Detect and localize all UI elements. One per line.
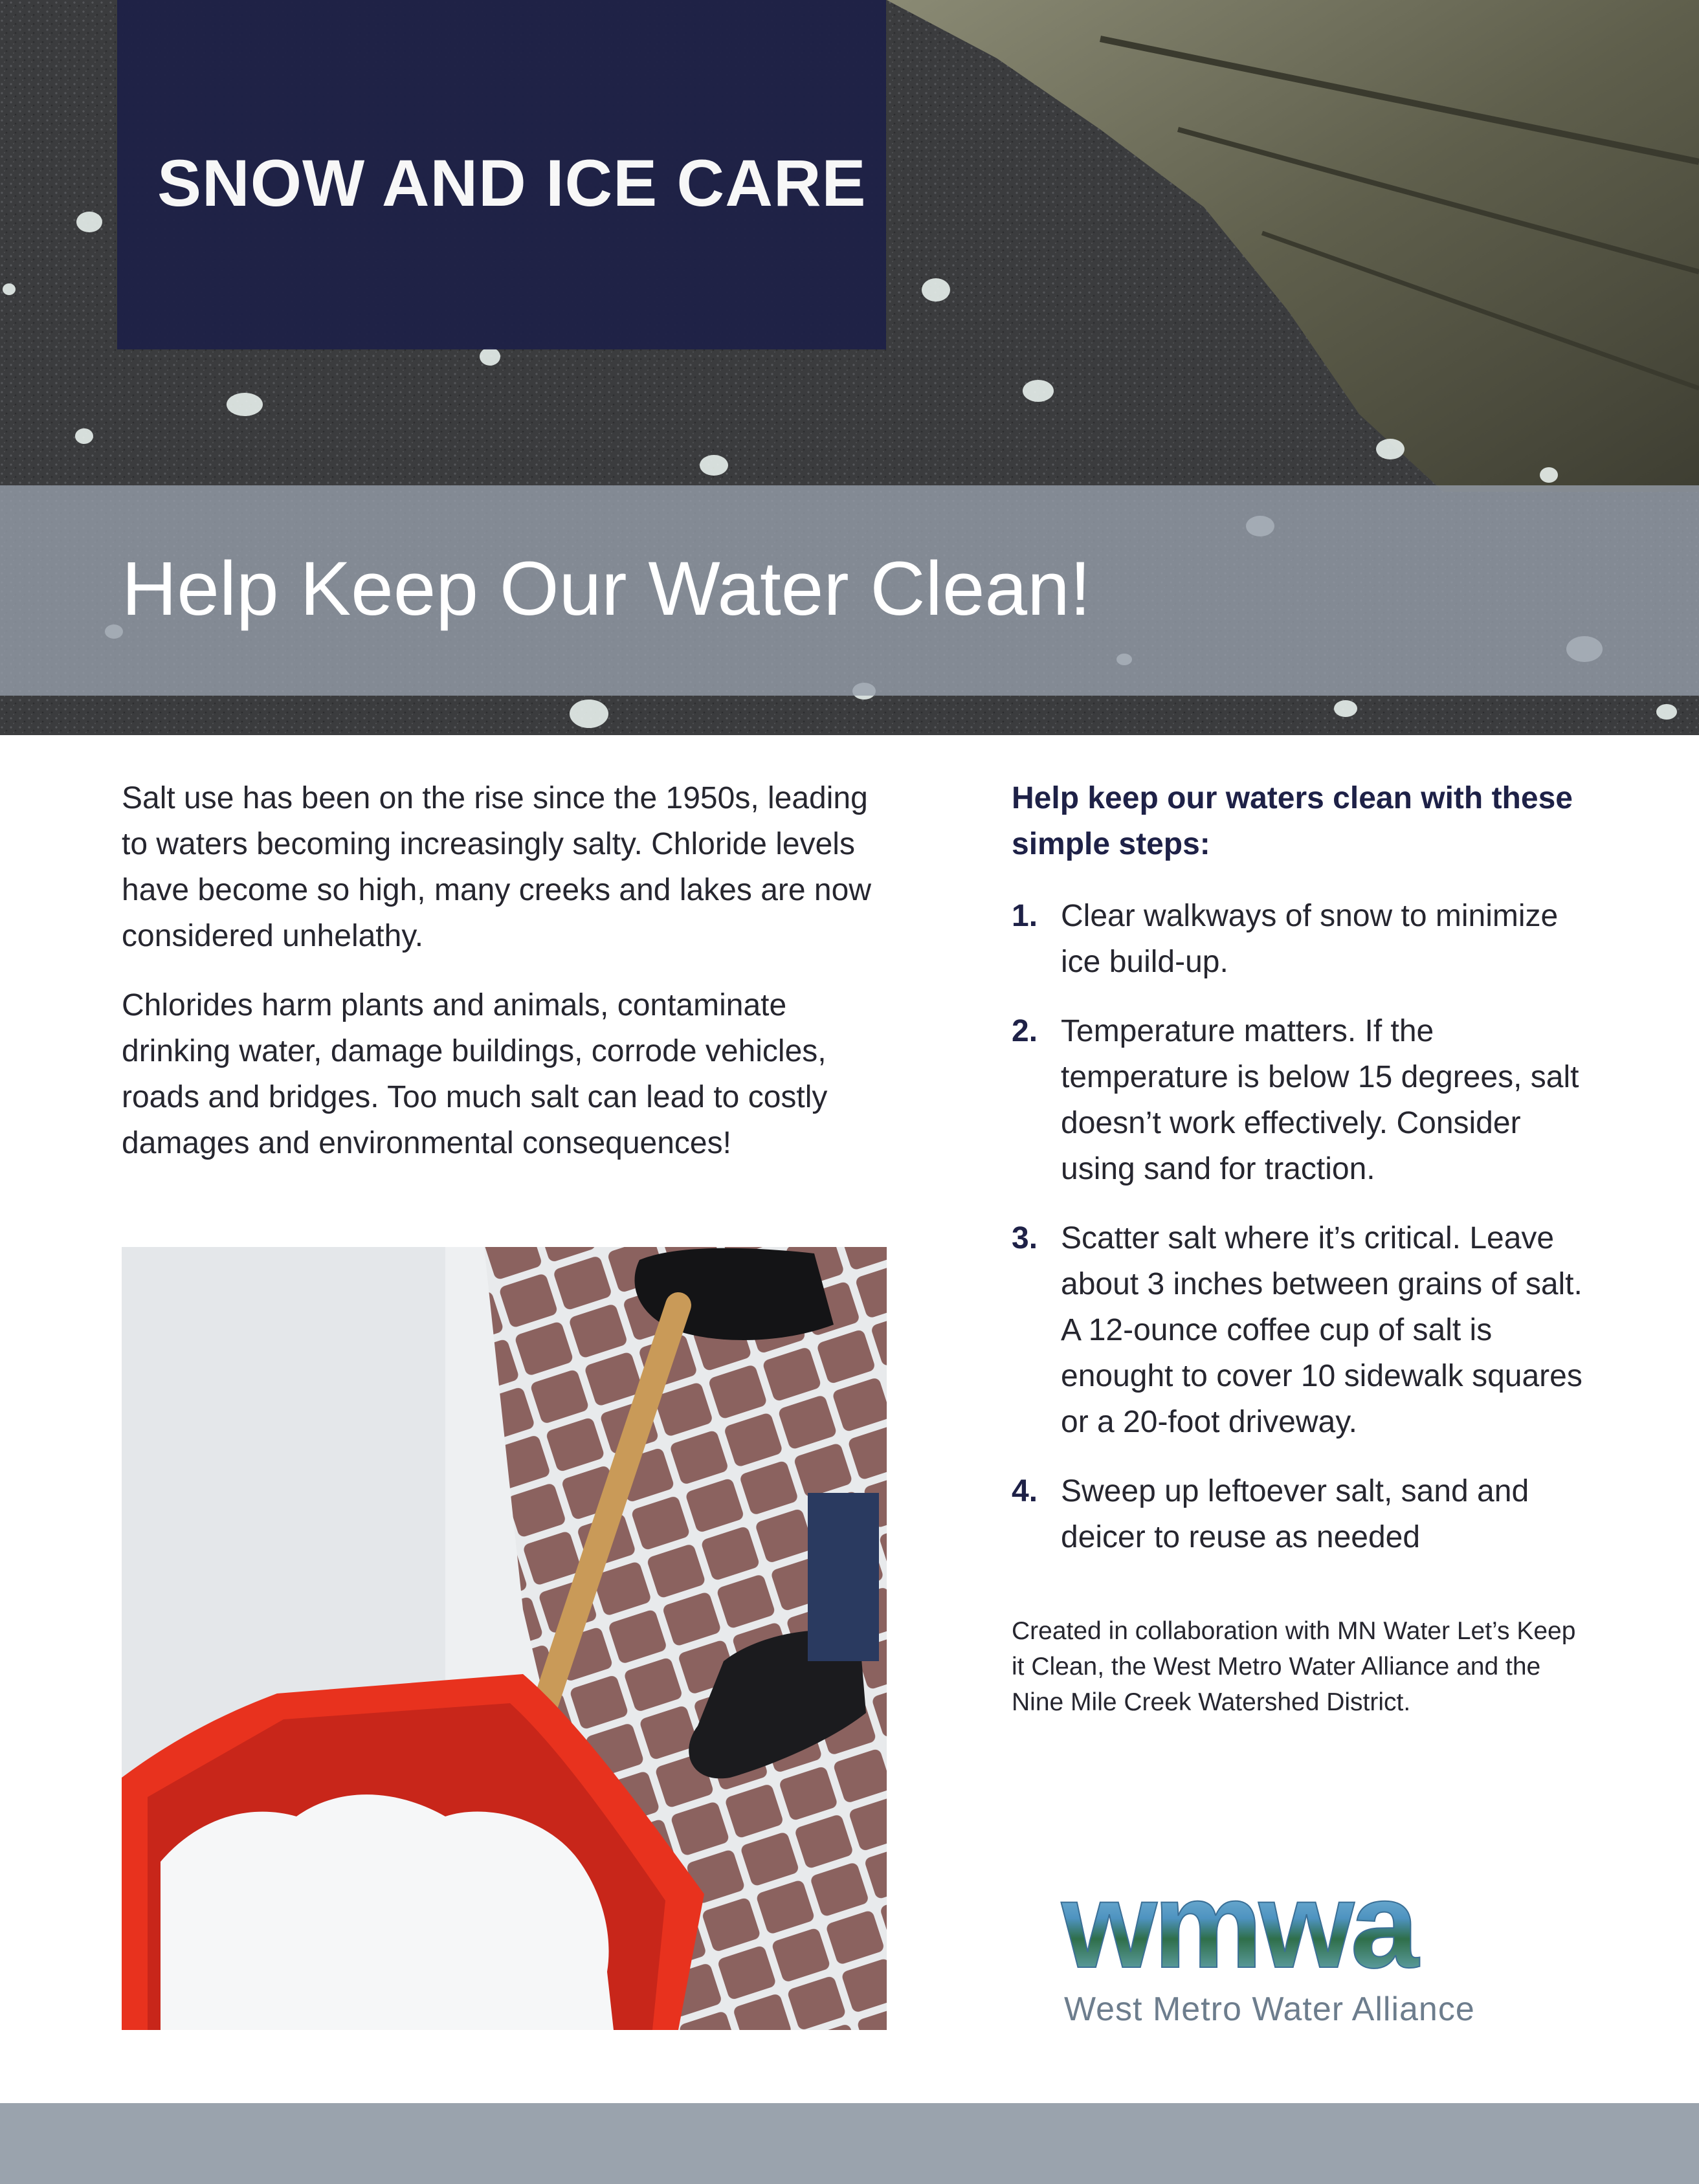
- steps-column: [1012, 775, 1594, 1583]
- snow-shovel-photo: [122, 1247, 887, 2030]
- wmwa-logo-mark: [1055, 1870, 1521, 1987]
- step-item: [1012, 1468, 1594, 1560]
- subtitle-band: [0, 485, 1699, 696]
- hero-banner: [0, 0, 1699, 735]
- intro-text: [122, 775, 898, 1189]
- page-subtitle: Help Keep Our Water Clean!: [122, 546, 1091, 632]
- step-text: Sweep up leftoever salt, sand and deicer to reuse as needed: [1061, 1474, 1529, 1554]
- intro-paragraph-1: Salt use has been on the rise since the 1950s, leading to waters becoming increasingly salty. Chloride levels have become so high, many creeks and lakes are now considered unhelathy.: [122, 781, 871, 953]
- step-number: 4.: [1012, 1474, 1038, 1508]
- wmwa-logo-name: West Metro Water Alliance: [1064, 1991, 1475, 2028]
- steps-list: [1012, 893, 1594, 1560]
- steps-heading: Help keep our waters clean with these simple steps:: [1012, 781, 1573, 861]
- step-number: 3.: [1012, 1221, 1038, 1255]
- step-item: [1012, 1008, 1594, 1192]
- step-item: [1012, 1215, 1594, 1445]
- credit-note: Created in collaboration with MN Water Let’s Keep it Clean, the West Metro Water Alliance and the Nine Mile Creek Watershed District.: [1012, 1617, 1576, 1716]
- page-title: SNOW AND ICE CARE: [157, 146, 867, 220]
- title-box: [117, 0, 886, 349]
- step-text: Scatter salt where it’s critical. Leave about 3 inches between grains of salt. A 12-ounce coffee cup of salt is enought to cover 10 sidewalk squares or a 20-foot driveway.: [1061, 1221, 1582, 1439]
- wmwa-logo: [1055, 1870, 1521, 2038]
- step-text: Temperature matters. If the temperature is below 15 degrees, salt doesn’t work effectively. Consider using sand for traction.: [1061, 1014, 1579, 1186]
- footer-band: [0, 2103, 1699, 2184]
- step-text: Clear walkways of snow to minimize ice build-up.: [1061, 899, 1559, 979]
- step-number: 2.: [1012, 1014, 1038, 1048]
- step-item: [1012, 893, 1594, 985]
- wmwa-logo-letters: wmwa: [1061, 1870, 1416, 1987]
- intro-paragraph-2: Chlorides harm plants and animals, contaminate drinking water, damage buildings, corrode vehicles, roads and bridges. Too much salt can lead to costly damages and environmental consequences!: [122, 988, 828, 1160]
- step-number: 1.: [1012, 899, 1038, 933]
